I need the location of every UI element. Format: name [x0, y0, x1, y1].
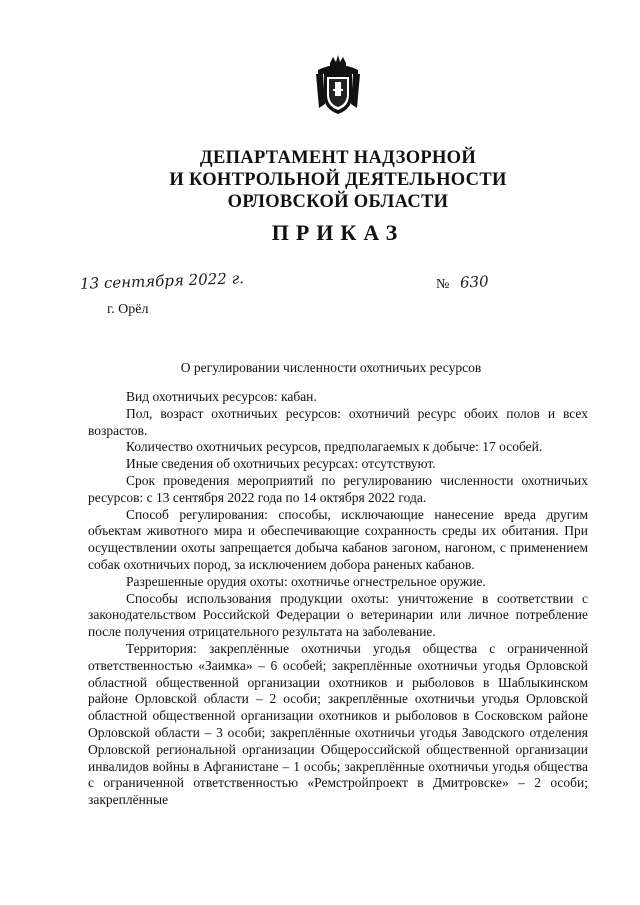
- body-paragraph: Срок проведения мероприятий по регулированию численности охотничьих ресурсов: с 13 сентября 2022 года по 14 октября 2022 года.: [88, 472, 588, 505]
- body-paragraph: Способ регулирования: способы, исключающие нанесение вреда другим объектам животного мира и обеспечивающие сохранность среды их обитания. При осуществлении охоты запрещается добыча кабанов загоном, нагоном, с применением собак охотничьих пород, за исключением добора раненых кабанов.: [88, 506, 588, 572]
- document-body: [88, 389, 588, 809]
- document-type-title: ПРИКАЗ: [271, 220, 405, 245]
- body-paragraph: Вид охотничьих ресурсов: кабан.: [126, 389, 317, 404]
- header-line-1: ДЕПАРТАМЕНТ НАДЗОРНОЙ: [199, 148, 477, 168]
- handwritten-date: 13 сентября 2022 г.: [79, 269, 245, 293]
- body-paragraph: Иные сведения об охотничьих ресурсах: отсутствуют.: [126, 456, 436, 472]
- body-paragraph: Способы использования продукции охоты: уничтожение в соответствии с законодательством Российской Федерации о ветеринарии или личное потребление после получения отрицательного результата на заболевание.: [88, 590, 588, 640]
- department-header: [120, 147, 556, 213]
- handwritten-number: 630: [459, 272, 490, 292]
- body-paragraph: Пол, возраст охотничьих ресурсов: охотничий ресурс обоих полов и всех возрастов.: [88, 405, 588, 438]
- header-line-2: И КОНТРОЛЬНОЙ ДЕЯТЕЛЬНОСТИ: [169, 170, 507, 190]
- header-line-3: ОРЛОВСКОЙ ОБЛАСТИ: [227, 192, 449, 212]
- body-paragraph: Количество охотничьих ресурсов, предполагаемых к добыче: 17 особей.: [126, 439, 543, 455]
- body-paragraph: Разрешенные орудия охоты: охотничье огнестрельное оружие.: [126, 573, 486, 589]
- body-paragraph: Территория: закреплённые охотничьи угодья общества с ограниченной ответственностью «Заимка» – 6 особей; закреплённые охотничьи угодья Орловской областной общественной организации охотников и рыболовов в Шаблыкинском районе Орловской области – 2 особи; закреплённые охотничьи угодья Орловской областной общественной организации охотников и рыболовов в Сосковском районе Орловской области – 3 особи; закреплённые охотничьи угодья Заводского отделения Орловской региональной организации Общероссийской общественной организации инвалидов войны в Афганистане – 1 особь; закреплённые охотничьи угодья общества с ограниченной ответственностью «Ремстройпроект в Дмитровске» – 2 особи; закреплённые: [88, 640, 588, 808]
- coat-of-arms-icon: [313, 54, 363, 116]
- number-label: №: [436, 277, 450, 292]
- city-label: г. Орёл: [107, 302, 149, 317]
- document-subject: О регулировании численности охотничьих ресурсов: [180, 360, 482, 375]
